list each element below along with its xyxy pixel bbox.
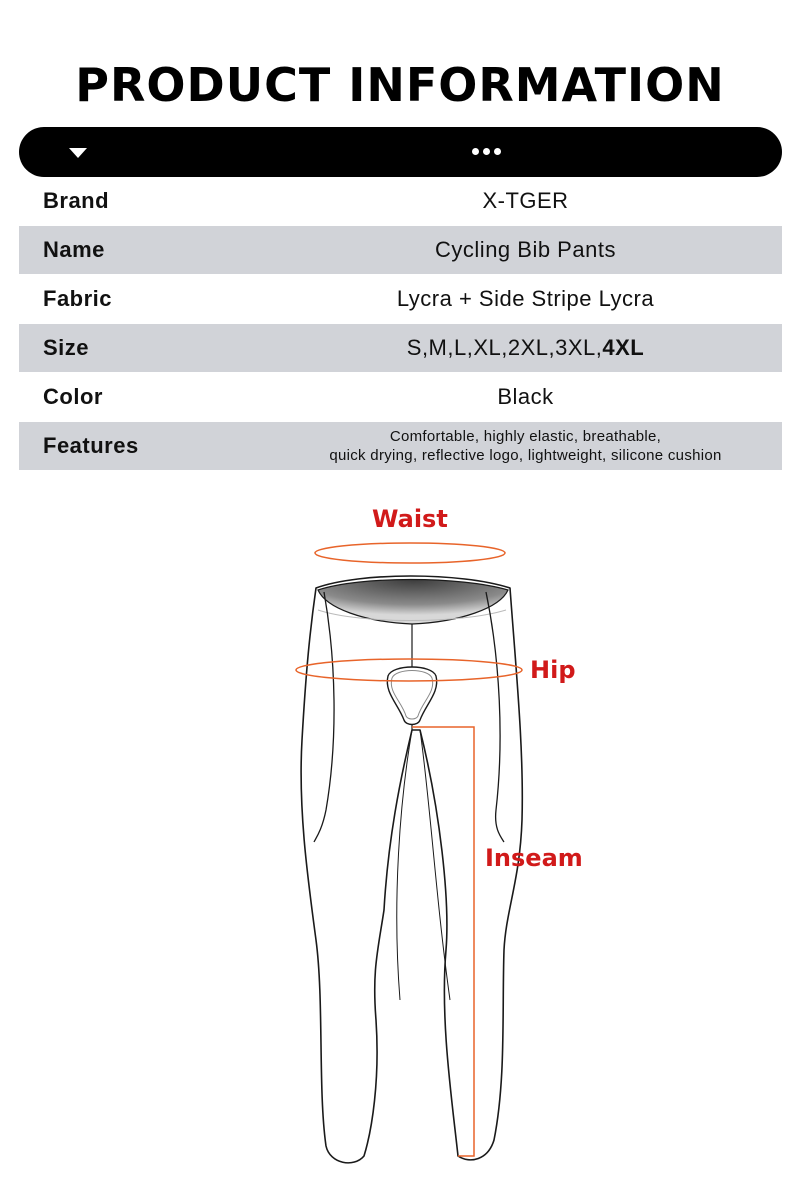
waist-guide-ellipse <box>315 543 505 563</box>
spec-value <box>269 427 782 465</box>
spec-label: Name <box>43 237 105 262</box>
page-title: PRODUCT INFORMATION <box>75 58 725 112</box>
spec-label: Size <box>43 335 90 360</box>
spec-value <box>269 335 782 361</box>
spec-label: Brand <box>43 188 110 213</box>
spec-value: X-TGER <box>482 188 569 213</box>
size-diagram <box>0 480 800 1177</box>
spec-row-color <box>19 373 782 421</box>
spec-row-features <box>19 422 782 470</box>
section-header-bar <box>19 127 782 177</box>
hip-label: Hip <box>530 656 576 684</box>
spec-label: Color <box>43 384 103 409</box>
waist-label: Waist <box>372 505 448 533</box>
inseam-label: Inseam <box>485 844 583 872</box>
spec-label: Features <box>43 433 139 458</box>
bib-pants-illustration <box>0 480 800 1177</box>
spec-value: Lycra + Side Stripe Lycra <box>396 286 655 311</box>
spec-row-name <box>19 226 782 274</box>
spec-value: Black <box>497 384 554 409</box>
features-line-2: quick drying, reflective logo, lightweight, silicone cushion <box>329 447 722 464</box>
size-list: S,M,L,XL,2XL,3XL, <box>406 335 603 360</box>
size-largest: 4XL <box>602 335 645 360</box>
triangle-down-icon <box>69 148 87 158</box>
spec-table <box>19 177 782 470</box>
features-line-1: Comfortable, highly elastic, breathable, <box>389 428 662 445</box>
more-dots-icon <box>472 148 501 155</box>
spec-row-size <box>19 324 782 372</box>
spec-label: Fabric <box>43 286 113 311</box>
spec-row-fabric <box>19 275 782 323</box>
spec-value: Cycling Bib Pants <box>435 237 616 262</box>
spec-row-brand <box>19 177 782 225</box>
